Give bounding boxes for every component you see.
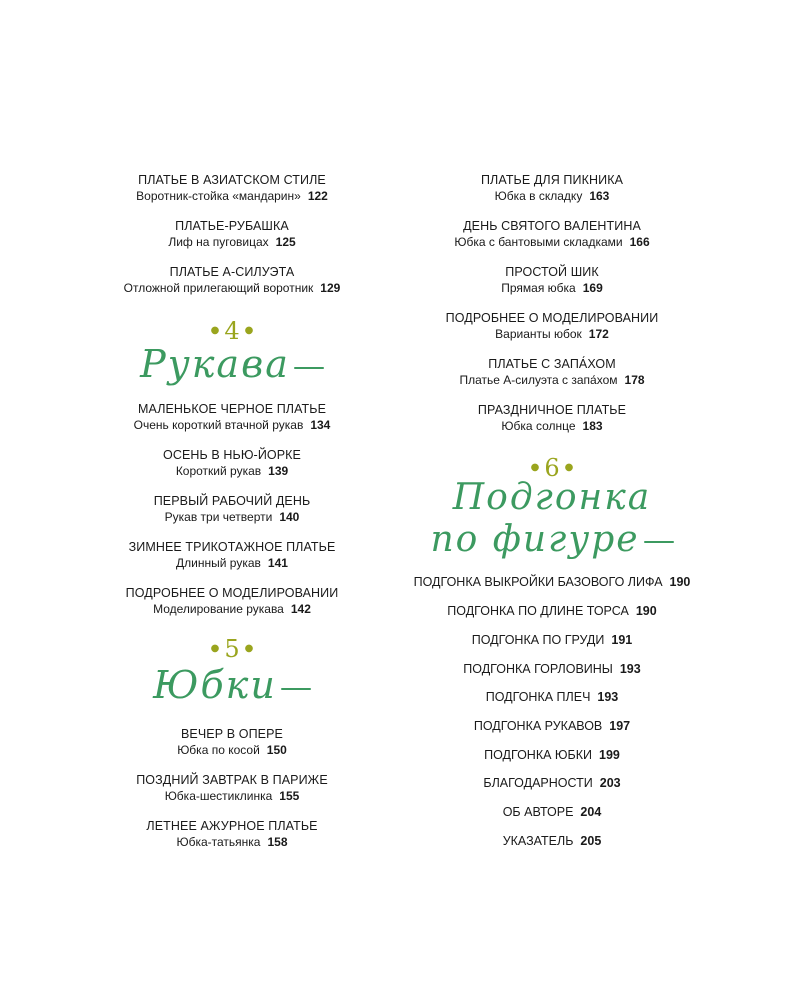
chapter-title-text: Рукава xyxy=(140,342,290,386)
page-number: 197 xyxy=(609,719,631,733)
toc-entry[interactable] xyxy=(352,632,752,648)
toc-entry[interactable] xyxy=(352,775,752,791)
entry-title: ОСЕНЬ В НЬЮ-ЙОРКЕ xyxy=(163,448,301,462)
page-number: 139 xyxy=(268,464,289,478)
entry-title: МАЛЕНЬКОЕ ЧЕРНОЕ ПЛАТЬЕ xyxy=(137,402,327,416)
entry-title: ПОДГОНКА ГОРЛОВИНЫ xyxy=(463,662,613,676)
entry-title: ПЛАТЬЕ ДЛЯ ПИКНИКА xyxy=(480,173,624,187)
entry-title: ПЛАТЬЕ-РУБАШКА xyxy=(175,219,289,233)
flourish-icon xyxy=(281,688,311,690)
page-number: 169 xyxy=(582,281,603,295)
entry-subtitle-text: Юбка с бантовыми складками xyxy=(454,235,623,249)
entry-title: ПОДГОНКА РУКАВОВ xyxy=(473,719,603,733)
entry-subtitle-text: Платье А-силуэта с запа́хом xyxy=(459,373,618,387)
entry-subtitle-text: Юбка солнце xyxy=(501,419,576,433)
entry-title: ПРОСТОЙ ШИК xyxy=(505,265,599,279)
chapter-number-text: 4 xyxy=(224,317,240,345)
flourish-icon xyxy=(644,541,674,543)
page-number: 134 xyxy=(310,418,331,432)
toc-entry[interactable] xyxy=(352,833,752,849)
entry-title: ВЕЧЕР В ОПЕРЕ xyxy=(181,727,283,741)
page-number: 172 xyxy=(588,327,609,341)
page-number: 183 xyxy=(582,419,603,433)
page-number: 142 xyxy=(290,602,311,616)
entry-title: УКАЗАТЕЛЬ xyxy=(502,834,574,848)
entry-title: ПЛАТЬЕ В АЗИАТСКОМ СТИЛЕ xyxy=(138,173,326,187)
entry-subtitle-text: Юбка по косой xyxy=(177,743,260,757)
toc-entry[interactable] xyxy=(352,402,752,435)
page-number: 190 xyxy=(669,575,691,589)
toc-entry[interactable] xyxy=(352,574,752,590)
dot-icon: ● xyxy=(244,324,254,336)
page-number: 150 xyxy=(266,743,287,757)
chapter-title-line1 xyxy=(352,478,752,518)
toc-entry[interactable] xyxy=(352,264,752,297)
entry-title: ПЕРВЫЙ РАБОЧИЙ ДЕНЬ xyxy=(153,494,311,508)
page-number: 178 xyxy=(624,373,645,387)
page-number: 191 xyxy=(611,633,633,647)
chapter-title-text: Юбки xyxy=(153,663,277,707)
dot-icon: ● xyxy=(244,642,254,654)
toc-entry[interactable] xyxy=(352,747,752,763)
entry-subtitle-text: Юбка-татьянка xyxy=(176,835,261,849)
entry-subtitle-text: Отложной прилегающий воротник xyxy=(123,281,314,295)
page-number: 205 xyxy=(580,834,602,848)
page-number: 193 xyxy=(597,690,619,704)
entry-title: ПОДГОНКА ПЛЕЧ xyxy=(485,690,591,704)
page-number: 204 xyxy=(580,805,602,819)
chapter-title-line2 xyxy=(352,520,752,560)
toc-entry[interactable] xyxy=(352,603,752,619)
entry-subtitle-text: Рукав три четверти xyxy=(164,510,273,524)
entry-title: БЛАГОДАРНОСТИ xyxy=(483,776,593,790)
entry-subtitle-text: Воротник-стойка «мандарин» xyxy=(136,189,301,203)
page-number: 158 xyxy=(267,835,288,849)
page-number: 122 xyxy=(307,189,328,203)
entry-title: ОБ АВТОРЕ xyxy=(502,805,574,819)
toc-entry[interactable] xyxy=(352,718,752,734)
toc-entry[interactable] xyxy=(352,310,752,343)
entry-title: ПОДГОНКА ПО ГРУДИ xyxy=(471,633,605,647)
dot-icon: ● xyxy=(210,642,220,654)
flourish-icon xyxy=(294,367,324,369)
dot-icon: ● xyxy=(564,461,574,473)
toc-entry[interactable] xyxy=(352,689,752,705)
toc-entry[interactable] xyxy=(352,356,752,389)
entry-title: ПЛАТЬЕ С ЗАПА́ХОМ xyxy=(488,357,616,371)
toc-entry[interactable] xyxy=(352,218,752,251)
page-number: 141 xyxy=(267,556,288,570)
entry-subtitle xyxy=(352,326,752,343)
entry-subtitle-text: Моделирование рукава xyxy=(153,602,284,616)
page-number: 193 xyxy=(619,662,641,676)
page-number: 166 xyxy=(629,235,650,249)
entry-title: ПОДРОБНЕЕ О МОДЕЛИРОВАНИИ xyxy=(445,311,659,325)
entry-subtitle xyxy=(352,280,752,297)
entry-title: ПОДРОБНЕЕ О МОДЕЛИРОВАНИИ xyxy=(125,586,339,600)
page-number: 190 xyxy=(635,604,657,618)
chapter-title-text: Подгонка xyxy=(452,477,652,518)
entry-title: ДЕНЬ СВЯТОГО ВАЛЕНТИНА xyxy=(463,219,641,233)
dot-icon: ● xyxy=(210,324,220,336)
toc-entry[interactable] xyxy=(352,661,752,677)
page-number: 199 xyxy=(599,748,620,762)
entry-subtitle-text: Юбка в складку xyxy=(494,189,583,203)
entry-subtitle-text: Очень короткий втачной рукав xyxy=(133,418,304,432)
entry-title: ЗИМНЕЕ ТРИКОТАЖНОЕ ПЛАТЬЕ xyxy=(128,540,336,554)
entry-title: ПОДГОНКА ВЫКРОЙКИ БАЗОВОГО ЛИФА xyxy=(413,575,663,589)
entry-title: ПРАЗДНИЧНОЕ ПЛАТЬЕ xyxy=(477,403,627,417)
entry-subtitle-text: Длинный рукав xyxy=(176,556,261,570)
entry-title: ПЛАТЬЕ А-СИЛУЭТА xyxy=(169,265,295,279)
entry-subtitle-text: Варианты юбок xyxy=(495,327,582,341)
dot-icon: ● xyxy=(530,461,540,473)
page-number: 140 xyxy=(279,510,300,524)
chapter-number-text: 5 xyxy=(224,635,240,663)
entry-subtitle-text: Короткий рукав xyxy=(175,464,262,478)
entry-subtitle-text: Юбка-шестиклинка xyxy=(164,789,273,803)
entry-title: ПОДГОНКА ЮБКИ xyxy=(484,748,593,762)
page-number: 155 xyxy=(279,789,300,803)
entry-subtitle xyxy=(352,372,752,389)
page-number: 203 xyxy=(599,776,621,790)
toc-entry[interactable] xyxy=(352,804,752,820)
entry-title: ПОДГОНКА ПО ДЛИНЕ ТОРСА xyxy=(447,604,629,618)
entry-subtitle xyxy=(352,234,752,251)
chapter-title-text: по фигуре xyxy=(430,519,640,560)
entry-subtitle xyxy=(352,188,752,205)
page-number: 125 xyxy=(275,235,296,249)
entry-title: ПОЗДНИЙ ЗАВТРАК В ПАРИЖЕ xyxy=(136,773,328,787)
entry-subtitle-text: Лиф на пуговицах xyxy=(168,235,269,249)
entry-subtitle-text: Прямая юбка xyxy=(501,281,576,295)
page-number: 129 xyxy=(320,281,341,295)
entry-subtitle xyxy=(352,418,752,435)
toc-entry[interactable] xyxy=(352,172,752,205)
chapter-number-text: 6 xyxy=(544,454,560,482)
page-number: 163 xyxy=(589,189,610,203)
entry-title: ЛЕТНЕЕ АЖУРНОЕ ПЛАТЬЕ xyxy=(146,819,318,833)
